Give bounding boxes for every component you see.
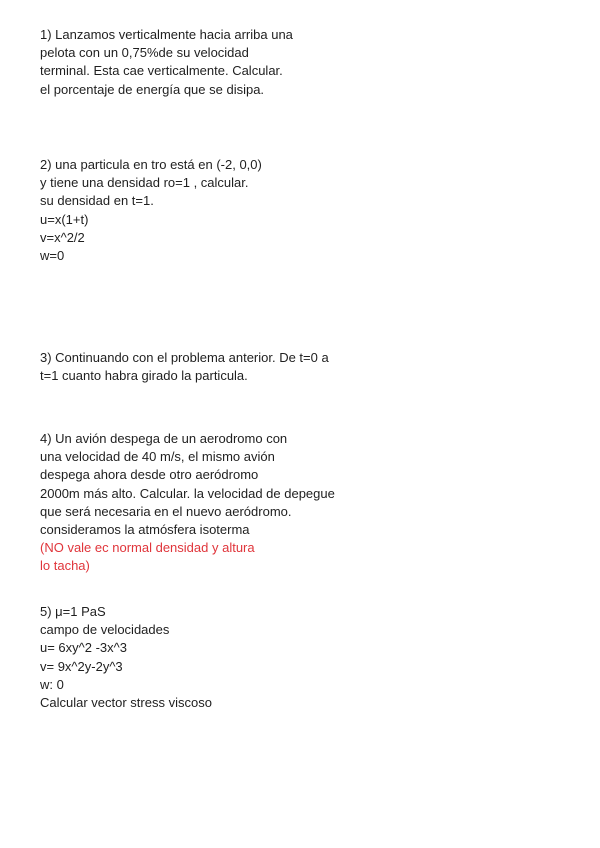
- problem-1-line: pelota con un 0,75%de su velocidad: [40, 45, 249, 61]
- problem-5-line: Calcular vector stress viscoso: [40, 695, 212, 711]
- problem-1-line: terminal. Esta cae verticalmente. Calcular.: [40, 63, 283, 79]
- problem-2-line: 2) una particula en tro está en (-2, 0,0): [40, 157, 262, 172]
- problem-2-line: su densidad en t=1.: [40, 193, 154, 209]
- problem-5-line: 5) μ=1 PaS: [40, 604, 106, 619]
- problem-5-line: campo de velocidades: [40, 622, 170, 638]
- problem-3: [40, 349, 329, 385]
- problem-5-line: v= 9x^2y-2y^3: [40, 658, 123, 674]
- problem-2-line: u=x(1+t): [40, 211, 89, 227]
- problem-4-line: que será necesaria en el nuevo aeródromo.: [40, 503, 292, 519]
- problem-2: [40, 156, 262, 265]
- problem-4-line: una velocidad de 40 m/s, el mismo avión: [40, 449, 275, 465]
- problem-2-line: v=x^2/2: [40, 229, 85, 245]
- problem-5: [40, 603, 212, 712]
- problem-1: [40, 26, 293, 99]
- problem-4: [40, 430, 335, 576]
- problem-4-line: despega ahora desde otro aeródromo: [40, 467, 259, 483]
- problem-2-line: y tiene una densidad ro=1 , calcular.: [40, 175, 249, 191]
- problem-4-line: 2000m más alto. Calcular. la velocidad de depegue: [40, 485, 335, 501]
- problem-3-line: 3) Continuando con el problema anterior. De t=0 a: [40, 350, 329, 365]
- problem-4-line: consideramos la atmósfera isoterma: [40, 522, 250, 538]
- problem-1-line: 1) Lanzamos verticalmente hacia arriba una: [40, 27, 293, 42]
- problem-5-line: u= 6xy^2 -3x^3: [40, 640, 127, 656]
- problem-1-line: el porcentaje de energía que se disipa.: [40, 81, 265, 97]
- problem-4-note: lo tacha): [40, 558, 90, 574]
- problem-5-line: w: 0: [40, 676, 64, 692]
- problem-2-line: w=0: [40, 248, 65, 264]
- problem-4-line: 4) Un avión despega de un aerodromo con: [40, 431, 288, 446]
- problem-4-note: (NO vale ec normal densidad y altura: [40, 540, 255, 556]
- problem-3-line: t=1 cuanto habra girado la particula.: [40, 368, 248, 384]
